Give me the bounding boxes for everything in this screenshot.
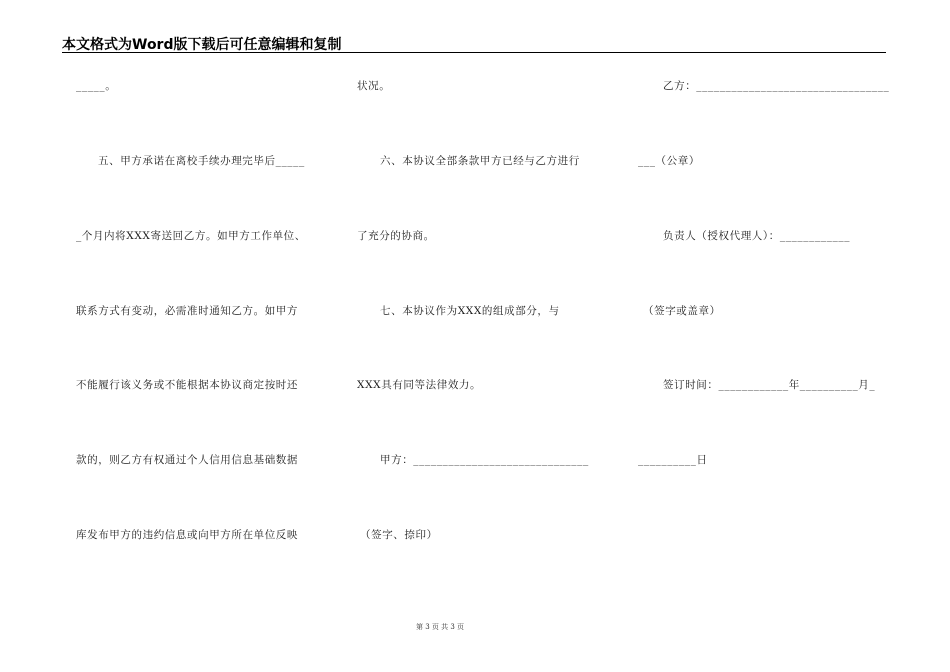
middle-line-2: 六、本协议全部条款甲方已经与乙方进行 bbox=[380, 155, 580, 167]
left-line-1: _____。 bbox=[76, 80, 117, 92]
middle-line-6: 甲方：______________________________ bbox=[380, 454, 589, 466]
document-header-title: 本文格式为Word版下载后可任意编辑和复制 bbox=[62, 37, 342, 53]
left-line-5: 不能履行该义务或不能根据本协议商定按时还 bbox=[76, 379, 298, 391]
middle-line-4: 七、本协议作为XXX的组成部分，与 bbox=[380, 305, 560, 317]
right-line-1: 乙方：_________________________________ bbox=[663, 80, 890, 92]
middle-line-1: 状况。 bbox=[357, 80, 391, 92]
left-line-2: 五、甲方承诺在离校手续办理完毕后_____ bbox=[98, 155, 305, 167]
right-line-5: 签订时间：____________年__________月_ bbox=[663, 379, 876, 391]
left-line-6: 款的，则乙方有权通过个人信用信息基础数据 bbox=[76, 454, 298, 466]
right-line-4: （签字或盖章） bbox=[643, 305, 721, 317]
left-line-3: _个月内将XXX寄送回乙方。如甲方工作单位、 bbox=[76, 230, 306, 242]
middle-line-7: （签字、捺印） bbox=[360, 529, 438, 541]
left-line-4: 联系方式有变动，必需准时通知乙方。如甲方 bbox=[76, 305, 298, 317]
middle-line-5: XXX具有同等法律效力。 bbox=[357, 379, 482, 391]
middle-line-3: 了充分的协商。 bbox=[357, 230, 435, 242]
header-divider bbox=[62, 52, 886, 53]
right-line-2: ___（公章） bbox=[638, 155, 700, 167]
right-line-3: 负责人（授权代理人）：____________ bbox=[663, 230, 851, 242]
right-line-6: __________日 bbox=[638, 454, 708, 466]
page-number: 第 3 页 共 3 页 bbox=[415, 623, 465, 631]
left-line-7: 库发布甲方的违约信息或向甲方所在单位反映 bbox=[76, 529, 298, 541]
